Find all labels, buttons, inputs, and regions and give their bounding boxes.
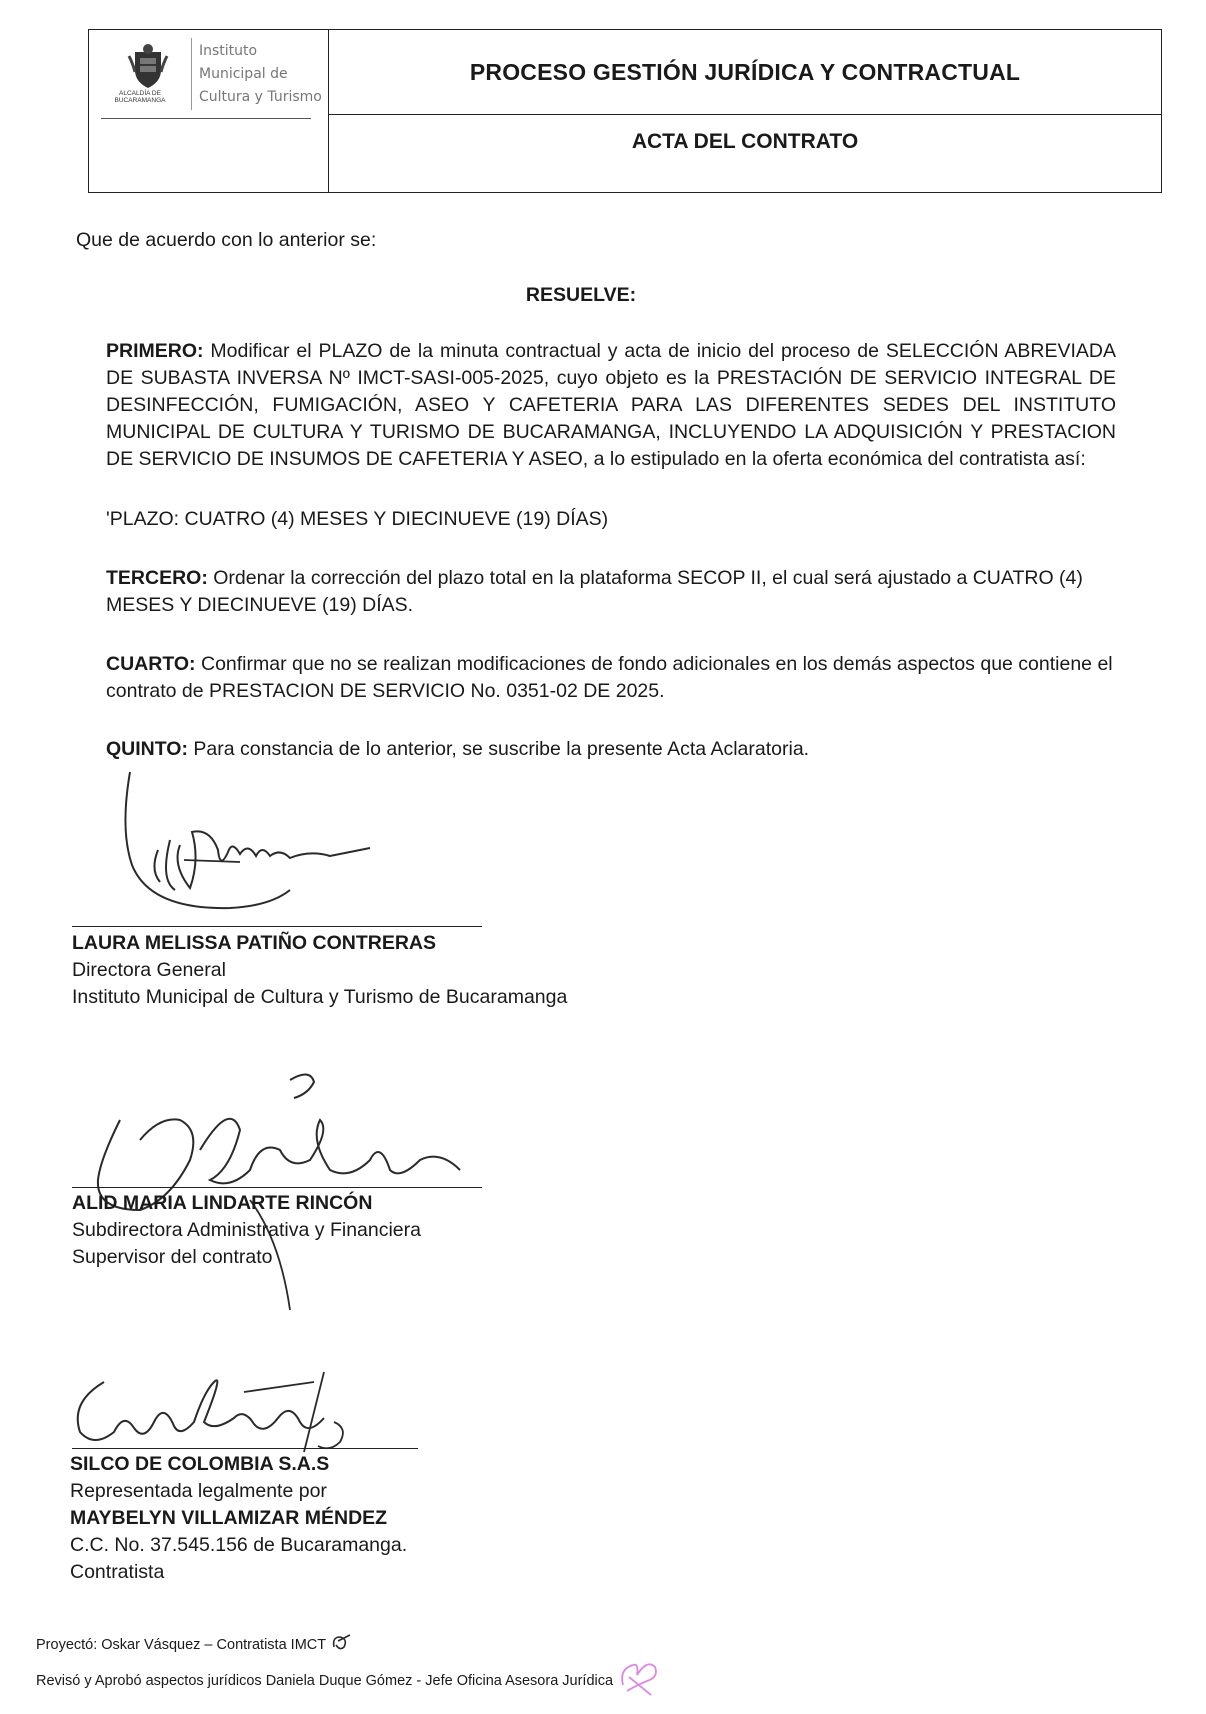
process-title: PROCESO GESTIÓN JURÍDICA Y CONTRACTUAL: [469, 58, 1021, 85]
signer-3-block: [70, 1451, 407, 1586]
initials-pink-icon: [617, 1655, 661, 1699]
signer-3-company: SILCO DE COLOMBIA S.A.S: [70, 1453, 330, 1475]
institute-logo-text: [199, 40, 322, 109]
tercero-text: Ordenar la corrección del plazo total en la plataforma SECOP II, el cual será ajustado a CUATRO (4) MESES Y DIECINUEVE (19) DÍAS.: [106, 567, 1083, 616]
cuarto-label: CUARTO:: [106, 653, 196, 675]
footer-credits: [36, 1633, 661, 1699]
coat-of-arms-icon: [125, 42, 171, 90]
logo-line-2: Municipal de: [199, 66, 288, 82]
signer-3-role: Contratista: [70, 1561, 165, 1583]
logo-caption: ALCALDÍA DE BUCARAMANGA: [114, 90, 166, 104]
signature-line-2: [72, 1187, 482, 1188]
tercero-label: TERCERO:: [106, 567, 208, 589]
article-cuarto: [106, 651, 1116, 705]
quinto-text: Para constancia de lo anterior, se suscribe la presente Acta Aclaratoria.: [193, 738, 810, 760]
signer-2-role: Subdirectora Administrativa y Financiera: [72, 1219, 421, 1241]
cuarto-text: Confirmar que no se realizan modificaciones de fondo adicionales en los demás aspectos que contiene el contrato de PRESTACION DE SERVICIO No. 0351-02 DE 2025.: [106, 653, 1113, 702]
signer-2-name: ALID MARIA LINDARTE RINCÓN: [72, 1192, 373, 1214]
logo-line-3: Cultura y Turismo: [199, 89, 322, 105]
logo-divider: [191, 38, 192, 110]
quinto-label: QUINTO:: [106, 738, 188, 760]
plazo-line: 'PLAZO: CUATRO (4) MESES Y DIECINUEVE (19) DÍAS): [106, 508, 609, 530]
signer-3-rep-label: Representada legalmente por: [70, 1480, 327, 1502]
resuelve-heading: RESUELVE:: [525, 284, 637, 306]
article-quinto: [106, 736, 1116, 763]
article-primero: [106, 338, 1116, 473]
signer-1-role: Directora General: [72, 959, 226, 981]
primero-label: PRIMERO:: [106, 340, 204, 362]
document-header: [88, 29, 1162, 193]
footer-line-2-text: Revisó y Aprobó aspectos jurídicos Daniela Duque Gómez - Jefe Oficina Asesora Jurídica: [36, 1673, 614, 1689]
signer-2-block: [72, 1190, 421, 1271]
article-tercero: [106, 565, 1116, 619]
footer-line-1-text: Proyectó: Oskar Vásquez – Contratista IMCT: [36, 1637, 326, 1653]
signature-line-1: [72, 926, 482, 927]
signer-3-id: C.C. No. 37.545.156 de Bucaramanga.: [70, 1534, 408, 1556]
signature-1-icon: [120, 770, 410, 920]
footer-line-1: [36, 1633, 661, 1655]
signer-1-name: LAURA MELISSA PATIÑO CONTRERAS: [72, 932, 436, 954]
header-row-divider: [329, 114, 1161, 115]
document-title: ACTA DEL CONTRATO: [631, 130, 859, 153]
signer-1-block: [72, 930, 567, 1011]
signer-3-name: MAYBELYN VILLAMIZAR MÉNDEZ: [70, 1507, 388, 1529]
footer-line-2: [36, 1655, 661, 1699]
intro-text: Que de acuerdo con lo anterior se:: [76, 229, 377, 251]
signer-1-org: Instituto Municipal de Cultura y Turismo de Bucaramanga: [72, 986, 568, 1008]
signature-line-3: [72, 1448, 418, 1449]
initials-mark-icon: [330, 1633, 352, 1653]
primero-text: Modificar el PLAZO de la minuta contractual y acta de inicio del proceso de SELECCIÓN ABREVIADA DE SUBASTA INVERSA Nº IMCT-SASI-005-2025, cuyo objeto es la PRESTACIÓN DE SERVICIO INTEGRAL DE DESINFECCIÓN, FUMIGACIÓN, ASEO Y CAFETERIA PARA LAS DIFERENTES SEDES DEL INSTITUTO MUNICIPAL DE CULTURA Y TURISMO DE BUCARAMANGA, INCLUYENDO LA ADQUISICIÓN Y PRESTACION DE SERVICIO DE INSUMOS DE CAFETERIA Y ASEO, a lo estipulado en la oferta económica del contratista así:: [106, 340, 1116, 470]
logo-underline: [101, 118, 311, 119]
signer-2-note: Supervisor del contrato: [72, 1246, 273, 1268]
signature-3-icon: [64, 1352, 364, 1462]
logo-line-1: Instituto: [199, 43, 258, 59]
logo-cell: [89, 30, 329, 192]
